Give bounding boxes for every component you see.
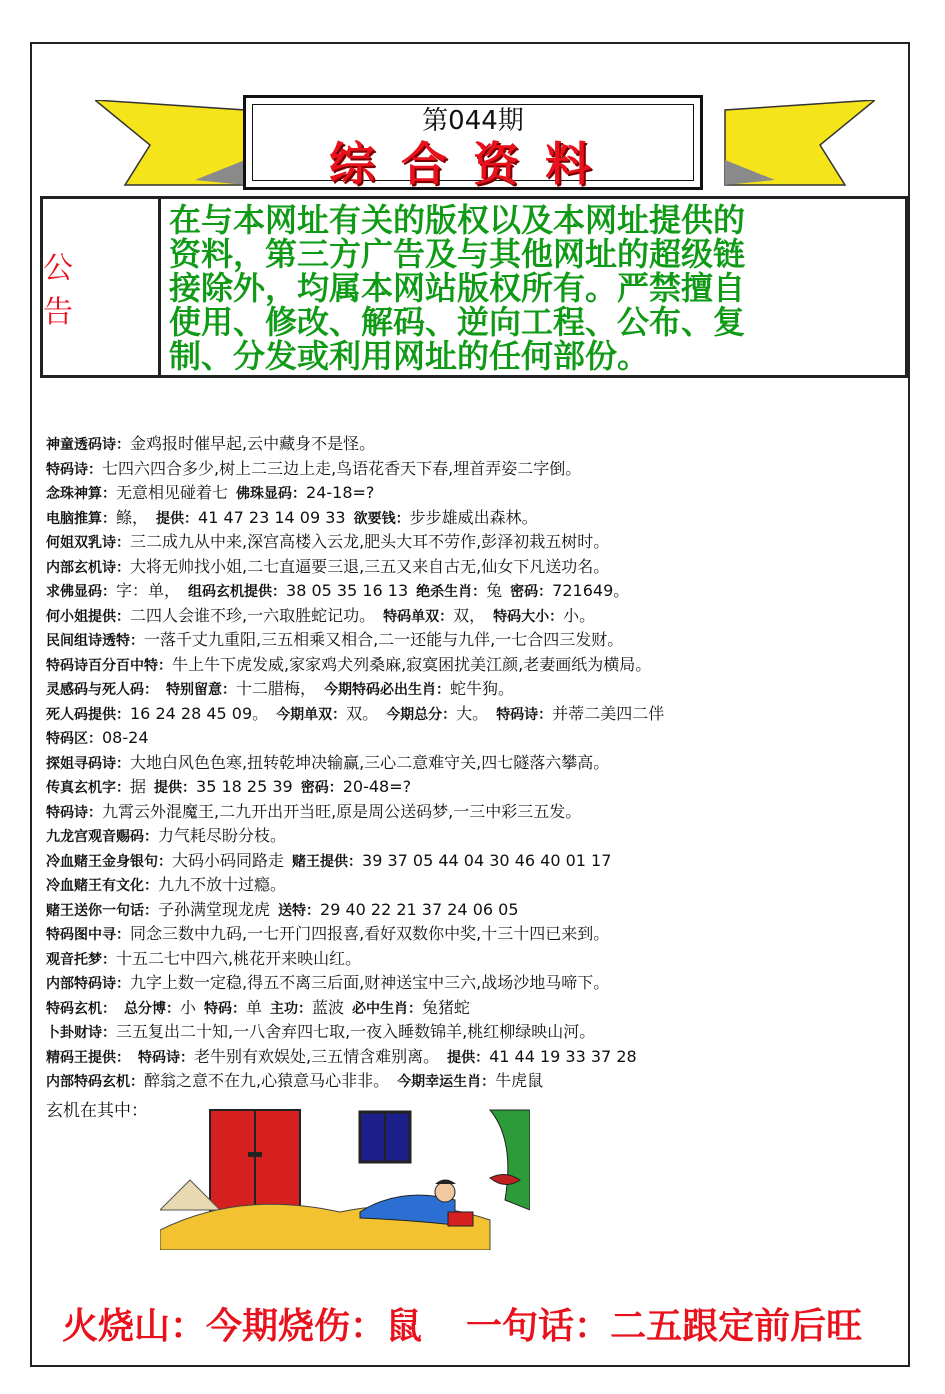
bottom-banner (62, 1298, 862, 1349)
info-value: 鲦， (116, 507, 149, 527)
info-value: 十二腊梅， (236, 679, 317, 698)
info-value: 牛上牛下虎发威,家家鸡犬列桑麻,寂寞困扰美江颜,老妻画纸为横局。 (172, 654, 652, 674)
info-key: 特码诗： (496, 706, 553, 723)
bottom-right-value: 二五跟定前后旺 (610, 1306, 863, 1347)
info-key: 提供： (447, 1049, 490, 1066)
info-row (46, 481, 906, 506)
info-row (46, 677, 906, 702)
xuanji-label: 玄机在其中： (46, 1101, 148, 1121)
info-key: 内部玄机诗： (46, 559, 130, 576)
info-key: 赌王提供： (292, 853, 363, 870)
info-value: 字：单， (116, 581, 181, 600)
info-key: 特码： (204, 1000, 247, 1017)
info-key: 冷血赌王金身银句： (46, 853, 172, 870)
info-key: 观音托梦： (46, 951, 116, 968)
bottom-left-text: 今期烧伤： (206, 1306, 387, 1347)
info-value: 小 (180, 997, 197, 1017)
yellow-ribbon-left-icon (95, 100, 265, 190)
info-key: 组码玄机提供： (188, 584, 287, 600)
info-row (46, 996, 906, 1021)
page-title: 综合资料 (329, 137, 617, 191)
info-row (46, 971, 906, 996)
info-row (46, 457, 906, 482)
info-value: 九霄云外混魔王,二九开出开当旺,原是周公送码梦,一三中彩三五发。 (102, 801, 582, 821)
info-value: 并蒂二美四二伴 (552, 703, 665, 723)
info-row (46, 555, 906, 580)
info-row (46, 898, 906, 923)
info-key: 绝杀生肖： (416, 584, 487, 600)
info-key: 探姐寻码诗： (46, 755, 130, 772)
info-row (46, 653, 906, 678)
info-value: 24-18=? (306, 483, 375, 502)
info-key: 死人码提供： (46, 706, 130, 723)
info-key: 密码： (300, 780, 343, 796)
info-key: 何小姐提供： (46, 608, 130, 625)
info-key: 赌王送你一句话： (46, 902, 158, 919)
info-row (46, 849, 906, 874)
info-key: 九龙宫观音赐码： (46, 829, 158, 845)
info-value: 七四六四合多少,树上二三边上走,鸟语花香天下春,埋首弄姿二字倒。 (102, 458, 582, 478)
info-row (46, 751, 906, 776)
info-key: 内部特码玄机： (46, 1074, 144, 1090)
info-value: 41 47 23 14 09 33 (198, 507, 346, 527)
info-value: 子孙满堂现龙虎 (158, 899, 271, 919)
info-key: 神童透码诗： (46, 437, 130, 453)
info-value: 一落千丈九重阳,三五相乘又相合,二一还能与九伴,一七合四三发财。 (144, 630, 624, 649)
info-value: 力气耗尽盼分枝。 (158, 826, 287, 845)
info-key: 佛珠显码： (236, 486, 307, 502)
notice-line: 使用、修改、解码、逆向工程、公布、复 (169, 303, 746, 341)
info-key: 今期特码必出生肖： (324, 682, 451, 698)
info-key: 卜卦财诗： (46, 1025, 116, 1041)
info-key: 密码： (510, 584, 553, 600)
info-row (46, 922, 906, 947)
info-value: 38 05 35 16 13 (286, 581, 409, 600)
info-value: 大将无帅找小姐,二七直逼要三退,三五又来自古无,仙女下凡送功名。 (130, 556, 610, 576)
info-value: 步步雄威出森林。 (409, 507, 538, 527)
info-value: 20-48=? (342, 777, 412, 796)
info-key: 传真玄机字： (46, 780, 130, 796)
bottom-right-label: 一句话： (466, 1306, 611, 1347)
info-key: 总分博： (124, 1000, 180, 1017)
info-value: 大。 (456, 703, 489, 723)
info-value: 九九不放十过瘾。 (158, 875, 287, 894)
info-row (46, 506, 906, 531)
info-key: 灵感码与死人码： (46, 682, 158, 698)
info-value: 小。 (563, 605, 596, 625)
info-value: 双， (453, 605, 486, 625)
cartoon-bedroom-illustration (160, 1100, 530, 1250)
info-key: 主功： (270, 1000, 313, 1017)
title-box (243, 95, 703, 190)
info-key: 内部特码诗： (46, 976, 130, 992)
info-key: 必中生肖： (352, 1000, 423, 1017)
info-key: 特码图中寻： (46, 927, 130, 943)
notice-line: 资料，第三方广告及与其他网址的超级链 (169, 235, 746, 273)
info-value: 兔 (486, 581, 503, 600)
info-value: 据 (130, 777, 147, 796)
info-key: 特别留意： (166, 682, 236, 698)
notice-box (40, 196, 908, 378)
info-row (46, 726, 906, 751)
info-key: 特码诗： (46, 804, 102, 821)
info-key: 何姐双乳诗： (46, 535, 130, 551)
info-value: 大码小码同路走 (172, 850, 285, 870)
info-row (46, 1069, 906, 1094)
info-value: 721649。 (552, 581, 630, 600)
info-value: 老牛别有欢娱处,三五情含难别离。 (194, 1046, 440, 1066)
info-value: 41 44 19 33 37 28 (489, 1046, 637, 1066)
info-key: 冷血赌王有文化： (46, 878, 158, 894)
bottom-left-label: 火烧山： (62, 1306, 207, 1347)
notice-line: 接除外，均属本网站版权所有。严禁擅自 (169, 269, 746, 307)
info-row (46, 432, 906, 457)
info-value: 金鸡报时催早起,云中藏身不是怪。 (130, 434, 376, 453)
info-value: 单 (246, 997, 263, 1017)
info-value: 蛇牛狗。 (450, 679, 515, 698)
info-value: 醉翁之意不在九,心猿意马心非非。 (144, 1071, 390, 1090)
info-value: 29 40 22 21 37 24 06 05 (320, 899, 519, 919)
info-key: 今期总分： (386, 706, 457, 723)
info-value: 兔猪蛇 (422, 997, 471, 1017)
info-key: 特码诗： (46, 461, 102, 478)
info-key: 特码大小： (493, 608, 564, 625)
info-key: 今期幸运生肖： (397, 1074, 496, 1090)
info-value: 同念三数中九码,一七开门四报喜,看好双数你中奖,十三十四已来到。 (130, 924, 610, 943)
info-key: 今期单双： (276, 706, 347, 723)
info-value: 三五复出二十知,一八舍弃四七取,一夜入睡数锦羊,桃红柳绿映山河。 (116, 1022, 596, 1041)
info-row (46, 579, 906, 604)
info-key: 欲要钱： (353, 510, 410, 527)
info-row (46, 800, 906, 825)
info-value: 08-24 (102, 728, 149, 747)
notice-label: 公告 (43, 199, 161, 375)
notice-text (169, 203, 899, 373)
info-key: 提供： (154, 780, 197, 796)
info-value: 39 37 05 44 04 30 46 40 01 17 (362, 850, 612, 870)
info-row (46, 947, 906, 972)
notice-line: 制、分发或利用网址的任何部份。 (169, 337, 650, 375)
info-list (46, 432, 906, 1094)
info-key: 特码单双： (383, 608, 454, 625)
info-row (46, 775, 906, 800)
info-key: 特码诗百分百中特： (46, 657, 172, 674)
info-value: 16 24 28 45 09。 (130, 703, 269, 723)
info-key: 送特： (278, 902, 321, 919)
notice-line: 在与本网址有关的版权以及本网址提供的 (169, 201, 746, 239)
info-key: 精码王提供： (46, 1049, 130, 1066)
info-value: 十五二七中四六,桃花开来映山红。 (116, 948, 362, 968)
info-row (46, 530, 906, 555)
info-row (46, 824, 906, 849)
info-key: 求佛显码： (46, 584, 116, 600)
info-value: 牛虎鼠 (495, 1071, 544, 1090)
info-key: 特码玄机： (46, 1000, 116, 1017)
issue-number: 第044期 (422, 106, 524, 136)
info-row (46, 628, 906, 653)
info-value: 三二成九从中来,深宫高楼入云龙,肥头大耳不劳作,彭泽初栽五树时。 (130, 532, 610, 551)
info-value: 35 18 25 39 (196, 777, 293, 796)
info-row (46, 1020, 906, 1045)
info-value: 九字上数一定稳,得五不离三后面,财神送宝中三六,战场沙地马啼下。 (130, 973, 610, 992)
info-value: 无意相见碰着七 (116, 483, 229, 502)
bottom-left-value: 鼠 (386, 1306, 423, 1347)
info-row (46, 873, 906, 898)
info-key: 念珠神算： (46, 486, 116, 502)
info-key: 特码区： (46, 731, 102, 747)
info-key: 电脑推算： (46, 510, 116, 527)
info-value: 大地白风色色寒,扭转乾坤决输赢,三心二意难守关,四七隧落六攀高。 (130, 752, 610, 772)
info-value: 双。 (346, 703, 379, 723)
info-key: 特码诗： (138, 1049, 194, 1066)
yellow-ribbon-right-icon (705, 100, 875, 190)
info-key: 民间组诗透特： (46, 633, 144, 649)
info-key: 提供： (156, 510, 199, 527)
info-value: 蓝波 (312, 997, 345, 1017)
info-row (46, 604, 906, 629)
info-row (46, 702, 906, 727)
info-value: 二四人会谁不珍,一六取胜蛇记功。 (130, 605, 376, 625)
info-row (46, 1045, 906, 1070)
